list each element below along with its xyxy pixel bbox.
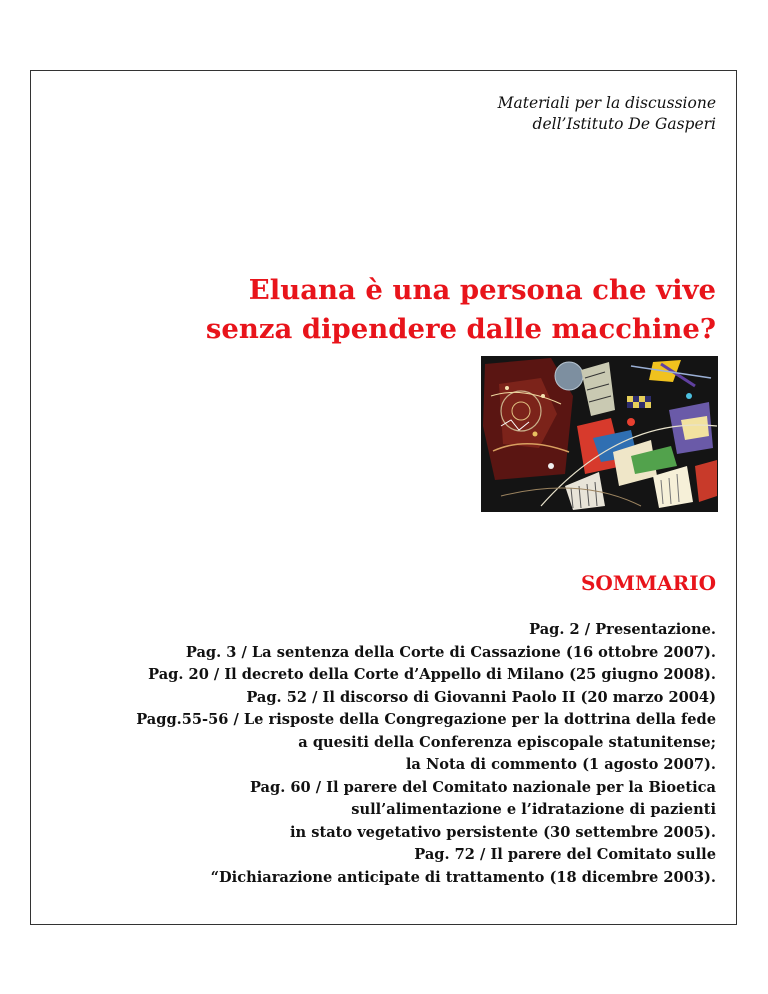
toc-line: a quesiti della Conferenza episcopale statunitense; — [298, 733, 716, 751]
document-title — [206, 271, 716, 349]
abstract-painting-image — [481, 356, 718, 512]
title-line-2: senza dipendere dalle macchine? — [205, 313, 716, 345]
header-line-2: dell’Istituto De Gasperi — [532, 115, 716, 133]
toc-line: “Dichiarazione anticipate di trattamento (18 dicembre 2003). — [210, 868, 716, 886]
toc-line: Pag. 60 / Il parere del Comitato nazionale per la Bioetica — [249, 778, 716, 796]
toc-line: Pag. 2 / Presentazione. — [529, 621, 716, 638]
header-line-1: Materiali per la discussione — [497, 94, 716, 112]
table-of-contents — [136, 619, 716, 889]
section-heading-sommario: SOMMARIO — [580, 571, 716, 595]
toc-line: la Nota di commento (1 agosto 2007). — [405, 756, 716, 773]
toc-line: Pagg.55-56 / Le risposte della Congregazione per la dottrina della fede — [136, 711, 716, 728]
header-note — [498, 93, 716, 135]
toc-line: Pag. 72 / Il parere del Comitato sulle — [414, 846, 716, 863]
page-frame — [30, 70, 737, 925]
toc-line: sull’alimentazione e l’idratazione di pazienti — [351, 801, 716, 818]
toc-line: Pag. 20 / Il decreto della Corte d’Appello di Milano (25 giugno 2008). — [148, 666, 716, 683]
toc-line: Pag. 52 / Il discorso di Giovanni Paolo II (20 marzo 2004) — [246, 688, 716, 706]
toc-line: Pag. 3 / La sentenza della Corte di Cassazione (16 ottobre 2007). — [185, 643, 716, 661]
title-line-1: Eluana è una persona che vive — [248, 274, 716, 306]
toc-line: in stato vegetativo persistente (30 settembre 2005). — [290, 823, 716, 841]
abstract-painting-drawing — [481, 356, 718, 512]
